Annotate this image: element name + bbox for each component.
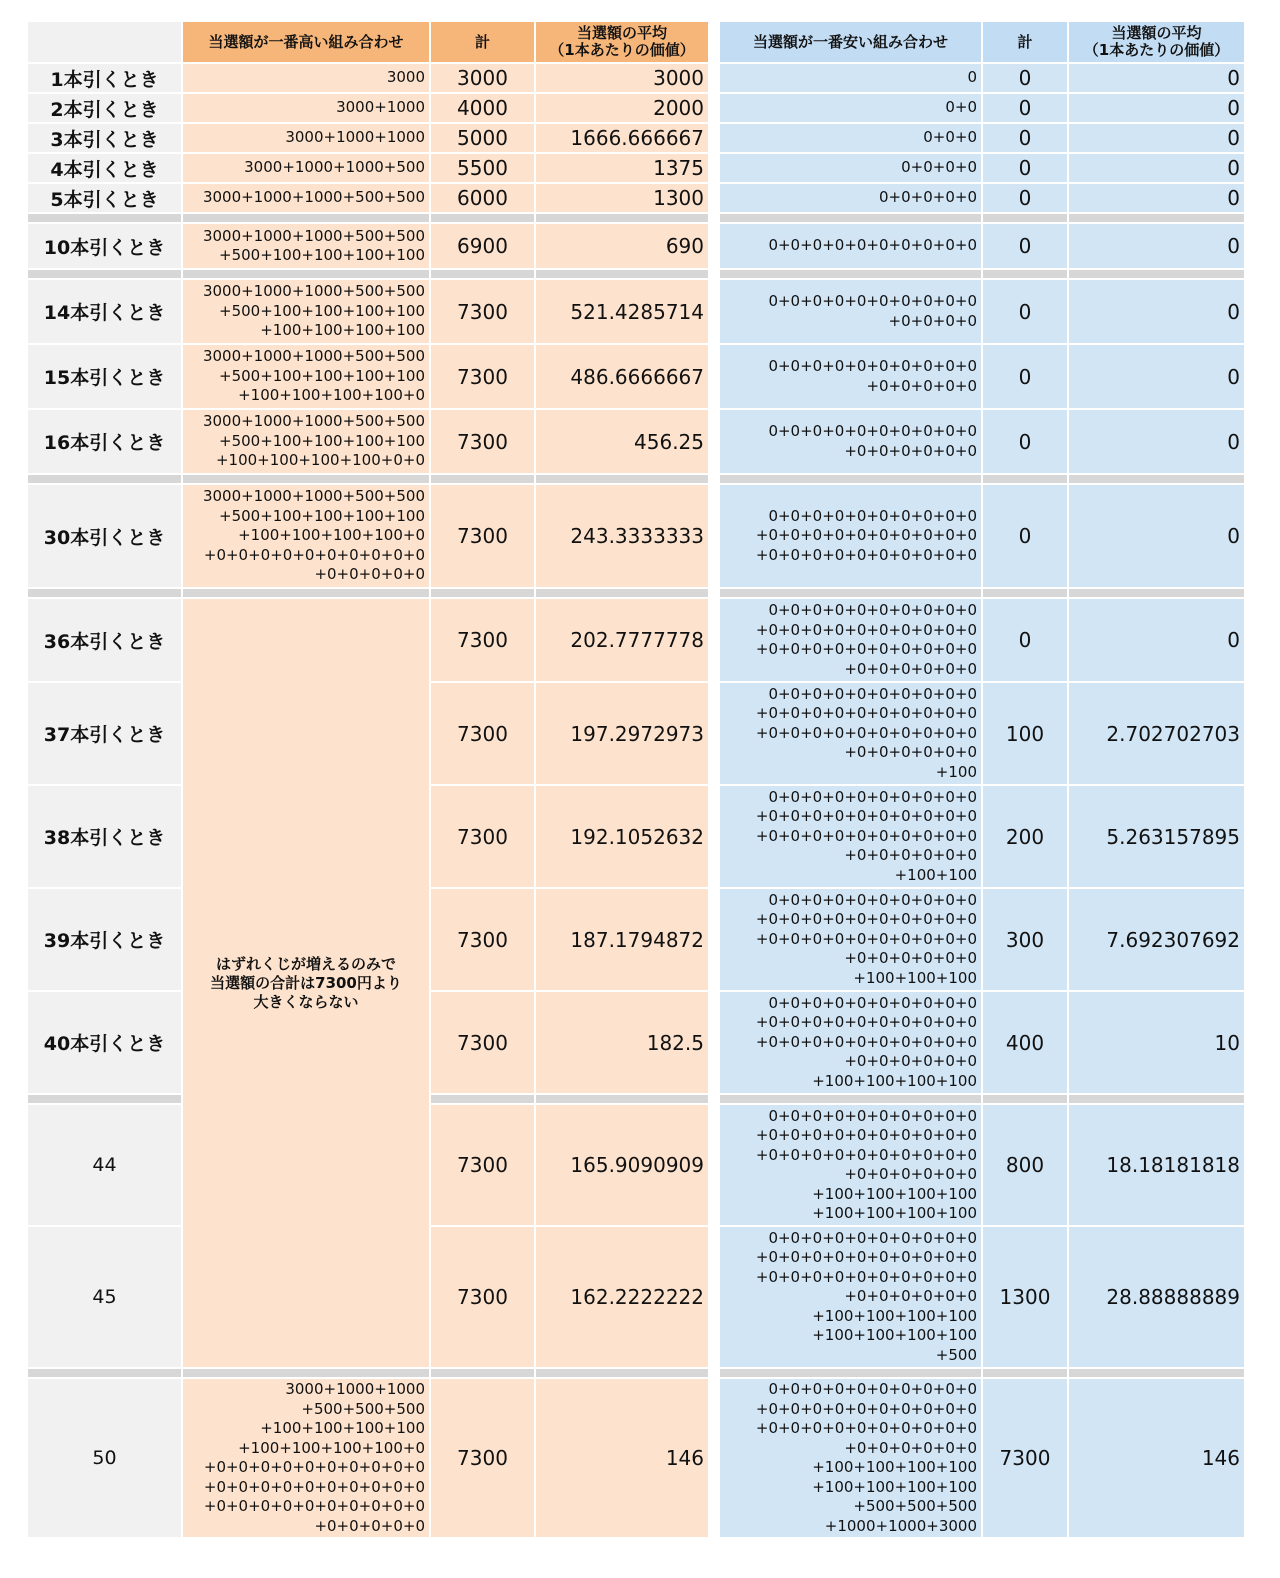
header-min-avg-line1: 当選額の平均 [1111,24,1202,42]
max-total-cell: 7300 [431,599,536,683]
row-label: 10本引くとき [28,224,183,270]
table-row [28,64,1246,94]
header-blank [28,22,183,64]
max-total-cell: 5500 [431,154,536,184]
max-combo-cell: 3000+1000+1000+500 [183,154,431,184]
column-gap [710,224,720,270]
header-max-avg-line1: 当選額の平均 [576,24,667,42]
max-combo-cell: 3000+1000+1000+500+500 +500+100+100+100+100 +100+100+100+100 [183,280,431,345]
column-gap [710,154,720,184]
min-total-cell: 0 [983,154,1069,184]
row-label: 14本引くとき [28,280,183,345]
row-label: 45 [28,1227,183,1369]
max-avg-cell: 1666.666667 [536,124,710,154]
max-combo-cell: 3000+1000+1000+500+500 +500+100+100+100+100 +100+100+100+100+0 [183,345,431,410]
header-min-total: 計 [983,22,1069,64]
max-total-cell: 7300 [431,410,536,475]
max-combo-cell: 3000+1000+1000+500+500 +500+100+100+100+100 +100+100+100+100+0+0 [183,410,431,475]
row-label: 5本引くとき [28,184,183,214]
table-row [28,184,1246,214]
min-combo-cell: 0+0+0+0+0+0+0+0+0+0 +0+0+0+0 [720,280,983,345]
min-avg-cell: 0 [1069,94,1246,124]
table-row [28,224,1246,270]
row-separator [28,270,1246,280]
column-gap [710,410,720,475]
min-combo-cell: 0+0+0+0+0+0+0+0+0+0 +0+0+0+0+0+0+0+0+0+0 +0+0+0+0+0+0+0+0+0+0 +0+0+0+0+0+0 +100+100+100+100 +100+100+100+100 +500+500+500 +1000+1000+3000 [720,1379,983,1539]
min-total-cell: 7300 [983,1379,1069,1539]
min-avg-cell: 0 [1069,280,1246,345]
min-combo-cell: 0+0+0+0+0+0+0+0+0+0 +0+0+0+0+0+0+0+0+0+0 +0+0+0+0+0+0+0+0+0+0 +0+0+0+0+0+0 +100+100+100+100 +100+100+100+100 +500 [720,1227,983,1369]
max-avg-cell: 146 [536,1379,710,1539]
header-min-avg [1069,22,1246,64]
max-combo-cell: 3000+1000+1000 +500+500+500 +100+100+100+100 +100+100+100+100+0 +0+0+0+0+0+0+0+0+0+0 +0+0+0+0+0+0+0+0+0+0 +0+0+0+0+0+0+0+0+0+0 +0+0+0+0+0 [183,1379,431,1539]
row-separator [28,1369,1246,1379]
row-separator [28,589,1246,599]
column-gap [710,345,720,410]
min-avg-cell: 10 [1069,992,1246,1095]
min-combo-cell: 0 [720,64,983,94]
table-row [28,485,1246,589]
min-combo-cell: 0+0+0+0 [720,154,983,184]
max-avg-cell: 202.7777778 [536,599,710,683]
max-total-cell: 7300 [431,889,536,992]
min-total-cell: 0 [983,280,1069,345]
row-label: 2本引くとき [28,94,183,124]
max-avg-cell: 162.2222222 [536,1227,710,1369]
row-separator [28,475,1246,485]
min-combo-cell: 0+0+0+0+0+0+0+0+0+0 +0+0+0+0+0+0+0+0+0+0 +0+0+0+0+0+0+0+0+0+0 +0+0+0+0+0+0 +100 [720,683,983,786]
column-gap [710,280,720,345]
max-avg-cell: 197.2972973 [536,683,710,786]
min-total-cell: 0 [983,485,1069,589]
min-combo-cell: 0+0+0+0+0 [720,184,983,214]
column-gap [710,22,720,64]
min-combo-cell: 0+0+0+0+0+0+0+0+0+0 +0+0+0+0+0+0+0+0+0+0 +0+0+0+0+0+0+0+0+0+0 +0+0+0+0+0+0 +100+100+100+100 [720,992,983,1095]
row-label: 37本引くとき [28,683,183,786]
min-avg-cell: 0 [1069,184,1246,214]
table-row [28,154,1246,184]
column-gap [710,124,720,154]
min-avg-cell: 28.88888889 [1069,1227,1246,1369]
min-avg-cell: 0 [1069,124,1246,154]
header-min-combo: 当選額が一番安い組み合わせ [720,22,983,64]
min-avg-cell: 0 [1069,224,1246,270]
table-row [28,280,1246,345]
row-label: 40本引くとき [28,992,183,1095]
min-total-cell: 1300 [983,1227,1069,1369]
max-total-cell: 7300 [431,786,536,889]
header-max-avg [536,22,710,64]
min-combo-cell: 0+0+0+0+0+0+0+0+0+0 +0+0+0+0+0+0+0+0+0+0 +0+0+0+0+0+0+0+0+0+0 +0+0+0+0+0+0 +100+100 [720,786,983,889]
header-min-avg-line2: （1本あたりの価値） [1083,41,1230,59]
column-gap [710,786,720,889]
min-total-cell: 0 [983,124,1069,154]
max-combo-cell: 3000+1000+1000+500+500 +500+100+100+100+100 +100+100+100+100+0 +0+0+0+0+0+0+0+0+0+0 +0+0+0+0+0 [183,485,431,589]
min-total-cell: 800 [983,1105,1069,1227]
max-total-cell: 7300 [431,1105,536,1227]
min-total-cell: 100 [983,683,1069,786]
min-avg-cell: 2.702702703 [1069,683,1246,786]
min-avg-cell: 7.692307692 [1069,889,1246,992]
row-label: 1本引くとき [28,64,183,94]
max-avg-cell: 182.5 [536,992,710,1095]
lottery-comparison-table [28,22,1246,1539]
max-avg-cell: 192.1052632 [536,786,710,889]
column-gap [710,1227,720,1369]
max-avg-cell: 187.1794872 [536,889,710,992]
max-total-cell: 7300 [431,1227,536,1369]
max-total-cell: 7300 [431,280,536,345]
min-total-cell: 0 [983,64,1069,94]
table-row [28,94,1246,124]
max-total-cell: 7300 [431,485,536,589]
min-avg-cell: 0 [1069,599,1246,683]
column-gap [710,683,720,786]
max-avg-cell: 2000 [536,94,710,124]
min-total-cell: 200 [983,786,1069,889]
min-avg-cell: 5.263157895 [1069,786,1246,889]
column-gap [710,1379,720,1539]
row-label: 44 [28,1105,183,1227]
max-avg-cell: 521.4285714 [536,280,710,345]
row-label: 4本引くとき [28,154,183,184]
column-gap [710,184,720,214]
max-total-cell: 5000 [431,124,536,154]
column-gap [710,64,720,94]
row-label: 36本引くとき [28,599,183,683]
min-avg-cell: 146 [1069,1379,1246,1539]
max-total-cell: 7300 [431,345,536,410]
min-combo-cell: 0+0 [720,94,983,124]
min-total-cell: 300 [983,889,1069,992]
column-gap [710,992,720,1095]
max-combo-cell: 3000+1000 [183,94,431,124]
min-combo-cell: 0+0+0+0+0+0+0+0+0+0 +0+0+0+0+0+0+0+0+0+0 +0+0+0+0+0+0+0+0+0+0 +0+0+0+0+0+0 [720,599,983,683]
max-total-cell: 4000 [431,94,536,124]
max-total-cell: 7300 [431,683,536,786]
max-combo-cell: 3000+1000+1000+500+500 +500+100+100+100+100 [183,224,431,270]
min-combo-cell: 0+0+0+0+0+0+0+0+0+0 +0+0+0+0+0+0 [720,410,983,475]
min-combo-cell: 0+0+0+0+0+0+0+0+0+0 +0+0+0+0+0+0+0+0+0+0 +0+0+0+0+0+0+0+0+0+0 +0+0+0+0+0+0 +100+100+100 [720,889,983,992]
min-avg-cell: 0 [1069,64,1246,94]
max-total-cell: 7300 [431,1379,536,1539]
max-avg-cell: 3000 [536,64,710,94]
table-row [28,1379,1246,1539]
row-label: 30本引くとき [28,485,183,589]
min-total-cell: 0 [983,184,1069,214]
min-avg-cell: 0 [1069,410,1246,475]
row-label: 38本引くとき [28,786,183,889]
row-label: 39本引くとき [28,889,183,992]
max-combo-cell: 3000+1000+1000+500+500 [183,184,431,214]
max-avg-cell: 165.9090909 [536,1105,710,1227]
min-total-cell: 0 [983,94,1069,124]
column-gap [710,889,720,992]
table-row [28,345,1246,410]
merged-note-cell: はずれくじが増えるのみで 当選額の合計は7300円より 大きくならない [183,599,431,1369]
max-total-cell: 3000 [431,64,536,94]
max-total-cell: 6000 [431,184,536,214]
row-label: 15本引くとき [28,345,183,410]
header-max-combo: 当選額が一番高い組み合わせ [183,22,431,64]
row-label: 3本引くとき [28,124,183,154]
max-avg-cell: 1375 [536,154,710,184]
table-row [28,124,1246,154]
table-row [28,410,1246,475]
header-max-avg-line2: （1本あたりの価値） [549,41,695,59]
min-total-cell: 0 [983,224,1069,270]
min-combo-cell: 0+0+0+0+0+0+0+0+0+0 +0+0+0+0+0+0+0+0+0+0 +0+0+0+0+0+0+0+0+0+0 [720,485,983,589]
row-separator [28,214,1246,224]
max-avg-cell: 1300 [536,184,710,214]
header-row [28,22,1246,64]
header-max-total: 計 [431,22,536,64]
min-combo-cell: 0+0+0+0+0+0+0+0+0+0 [720,224,983,270]
table-row [28,599,1246,683]
max-avg-cell: 690 [536,224,710,270]
row-label: 50 [28,1379,183,1539]
min-avg-cell: 0 [1069,345,1246,410]
max-combo-cell: 3000+1000+1000 [183,124,431,154]
max-avg-cell: 243.3333333 [536,485,710,589]
min-total-cell: 0 [983,345,1069,410]
column-gap [710,94,720,124]
column-gap [710,1105,720,1227]
min-combo-cell: 0+0+0+0+0+0+0+0+0+0 +0+0+0+0+0+0+0+0+0+0 +0+0+0+0+0+0+0+0+0+0 +0+0+0+0+0+0 +100+100+100+100 +100+100+100+100 [720,1105,983,1227]
column-gap [710,599,720,683]
min-combo-cell: 0+0+0+0+0+0+0+0+0+0 +0+0+0+0+0 [720,345,983,410]
min-total-cell: 0 [983,410,1069,475]
max-combo-cell: 3000 [183,64,431,94]
row-label: 16本引くとき [28,410,183,475]
max-total-cell: 6900 [431,224,536,270]
max-avg-cell: 456.25 [536,410,710,475]
max-total-cell: 7300 [431,992,536,1095]
min-avg-cell: 0 [1069,154,1246,184]
column-gap [710,485,720,589]
min-total-cell: 400 [983,992,1069,1095]
min-combo-cell: 0+0+0 [720,124,983,154]
min-avg-cell: 0 [1069,485,1246,589]
max-avg-cell: 486.6666667 [536,345,710,410]
min-avg-cell: 18.18181818 [1069,1105,1246,1227]
min-total-cell: 0 [983,599,1069,683]
